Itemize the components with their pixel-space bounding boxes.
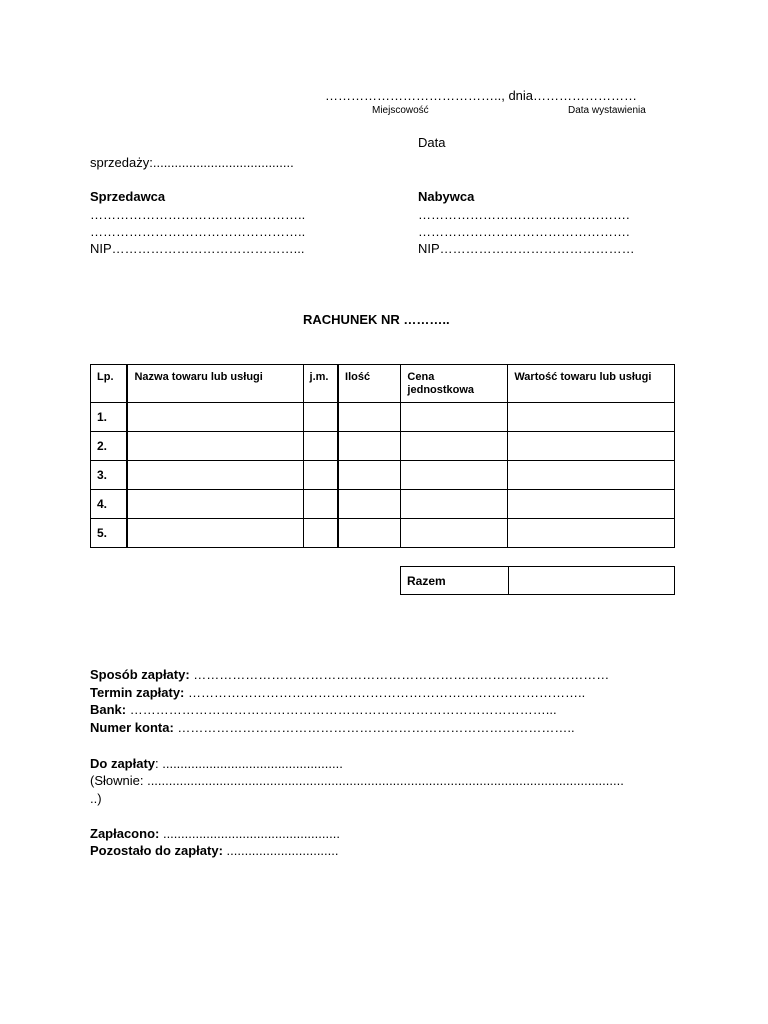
cell-name[interactable]	[127, 403, 303, 432]
seller-line-2: …………………………………………..	[90, 224, 306, 239]
table-row	[91, 403, 675, 432]
cell-unit-price[interactable]	[401, 461, 508, 490]
row-number: 1.	[91, 403, 128, 432]
table-row	[91, 461, 675, 490]
sale-date-label: Data	[418, 135, 446, 150]
table-row	[91, 490, 675, 519]
cell-unit[interactable]	[303, 490, 338, 519]
remaining-line	[90, 843, 338, 859]
paid-label: Zapłacono:	[90, 826, 160, 841]
row-number: 4.	[91, 490, 128, 519]
row-number: 2.	[91, 432, 128, 461]
payment-term-dots: ………………………………………………………………………………..	[184, 685, 586, 700]
header-name: Nazwa towaru lub usługi	[127, 365, 303, 403]
table-row	[91, 432, 675, 461]
account-number-label: Numer konta:	[90, 720, 174, 735]
remaining-dots: ...............................	[222, 843, 339, 858]
total-label: Razem	[401, 567, 509, 595]
cell-value[interactable]	[508, 461, 675, 490]
issue-date-caption: Data wystawienia	[568, 105, 646, 116]
cell-unit[interactable]	[303, 432, 338, 461]
paid-line	[90, 826, 340, 842]
cell-name[interactable]	[127, 519, 303, 548]
document-title: RACHUNEK NR ………..	[303, 312, 450, 327]
sale-date-line: sprzedaży:.......................................	[90, 155, 294, 170]
cell-unit[interactable]	[303, 461, 338, 490]
row-number: 5.	[91, 519, 128, 548]
seller-nip: NIP……………………………………...	[90, 241, 305, 256]
header-lp: Lp.	[91, 365, 128, 403]
bank-dots: ……………………………………………………………………………………...	[126, 702, 557, 717]
seller-title: Sprzedawca	[90, 189, 166, 204]
row-number: 3.	[91, 461, 128, 490]
paid-dots: .................................................	[159, 826, 340, 841]
payment-method-line	[90, 667, 609, 683]
cell-unit-price[interactable]	[401, 403, 508, 432]
cell-quantity[interactable]	[338, 432, 401, 461]
header-quantity: Ilość	[338, 365, 401, 403]
buyer-title: Nabywca	[418, 189, 475, 204]
cell-value[interactable]	[508, 403, 675, 432]
total-value-cell[interactable]	[508, 567, 674, 595]
cell-unit[interactable]	[303, 403, 338, 432]
header-value: Wartość towaru lub usługi	[508, 365, 675, 403]
cell-name[interactable]	[127, 432, 303, 461]
buyer-nip: NIP………………………………………	[418, 241, 635, 256]
amount-due-dots: : ..................................................	[155, 756, 343, 771]
place-caption: Miejscowość	[372, 105, 429, 116]
buyer-line-1: ………………………………………….	[418, 207, 630, 222]
payment-term-line	[90, 685, 585, 701]
account-number-line	[90, 720, 575, 736]
cell-unit-price[interactable]	[401, 432, 508, 461]
cell-unit-price[interactable]	[401, 519, 508, 548]
cell-value[interactable]	[508, 490, 675, 519]
cell-name[interactable]	[127, 461, 303, 490]
cell-unit[interactable]	[303, 519, 338, 548]
place-date-line: ………………………………….., dnia……………………	[325, 88, 638, 103]
payment-method-label: Sposób zapłaty:	[90, 667, 190, 682]
cell-quantity[interactable]	[338, 519, 401, 548]
bank-label: Bank:	[90, 702, 127, 717]
seller-line-1: …………………………………………..	[90, 207, 306, 222]
cell-name[interactable]	[127, 490, 303, 519]
header-unit: j.m.	[303, 365, 338, 403]
remaining-label: Pozostało do zapłaty:	[90, 843, 223, 858]
amount-due-line	[90, 756, 343, 772]
cell-unit-price[interactable]	[401, 490, 508, 519]
cell-quantity[interactable]	[338, 490, 401, 519]
amount-in-words-end: ..)	[90, 791, 102, 806]
items-table	[90, 364, 675, 548]
buyer-line-2: ………………………………………….	[418, 224, 630, 239]
amount-due-label: Do zapłaty	[90, 756, 156, 771]
cell-quantity[interactable]	[338, 461, 401, 490]
cell-value[interactable]	[508, 519, 675, 548]
cell-quantity[interactable]	[338, 403, 401, 432]
table-header-row	[91, 365, 675, 403]
cell-value[interactable]	[508, 432, 675, 461]
bank-line	[90, 702, 557, 718]
account-number-dots: ………………………………………………………………………………..	[173, 720, 575, 735]
header-unit-price: Cena jednostkowa	[401, 365, 508, 403]
payment-method-dots: ……………………………………………………………………………………	[189, 667, 610, 682]
amount-in-words-line: (Słownie: ....................................................................................................................................	[90, 773, 624, 788]
table-row	[91, 519, 675, 548]
total-table	[400, 566, 675, 595]
payment-term-label: Termin zapłaty:	[90, 685, 185, 700]
